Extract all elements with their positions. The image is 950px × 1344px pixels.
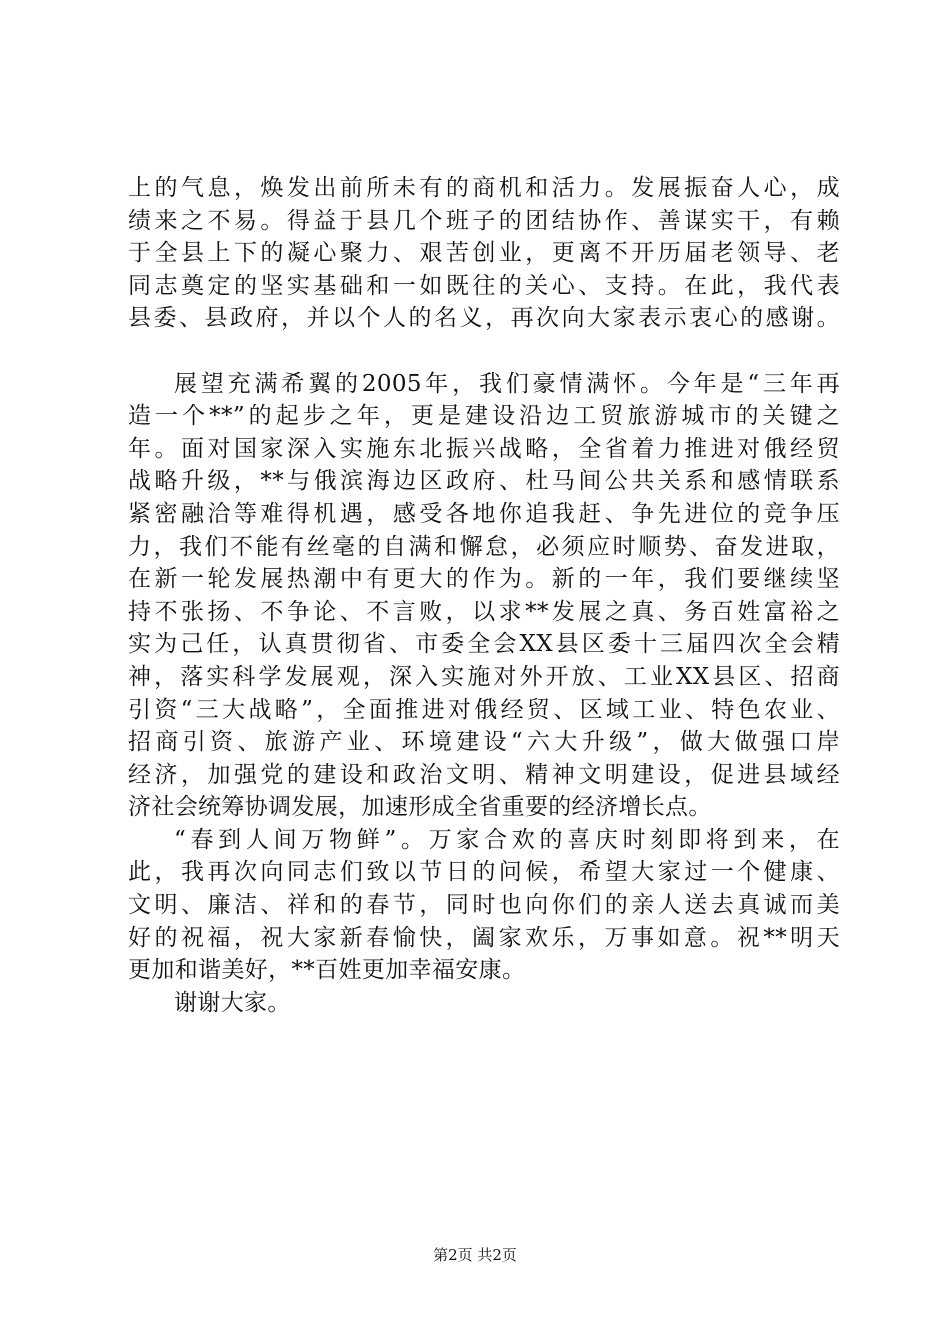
page-number-footer: 第2页 共2页 [433, 1246, 517, 1264]
text-line: 紧密融洽等难得机遇，感受各地你追我赶、争先进位的竞争压 [128, 500, 840, 527]
text-line: 招商引资、旅游产业、环境建设“六大升级”，做大做强口岸 [128, 729, 840, 756]
text-line: 同志奠定的坚实基础和一如既往的关心、支持。在此，我代表 [128, 272, 840, 299]
text-line: 神，落实科学发展观，深入实施对外开放、工业XX县区、招商 [128, 663, 840, 690]
text-line: 此，我再次向同志们致以节日的问候，希望大家过一个健康、 [128, 859, 840, 886]
text-line: 好的祝福，祝大家新春愉快，阖家欢乐，万事如意。祝**明天 [128, 924, 840, 951]
paragraph [128, 824, 840, 987]
text-line: 展望充满希翼的2005年，我们豪情满怀。今年是“三年再 [174, 370, 840, 397]
text-line: 引资“三大战略”，全面推进对俄经贸、区域工业、特色农业、 [128, 696, 840, 723]
paragraph-gap [128, 335, 840, 368]
paragraph [128, 368, 840, 824]
text-line: 力，我们不能有丝毫的自满和懈怠，必须应时顺势、奋发进取， [128, 533, 840, 560]
document-body [128, 172, 840, 1019]
text-line: 上的气息，焕发出前所未有的商机和活力。发展振奋人心，成 [128, 175, 840, 201]
text-line: 持不张扬、不争论、不言败，以求**发展之真、务百姓富裕之 [128, 598, 840, 625]
text-line: 绩来之不易。得益于县几个班子的团结协作、善谋实干，有赖 [128, 207, 840, 234]
paragraph [128, 987, 840, 1020]
text-line: 更加和谐美好，**百姓更加幸福安康。 [128, 957, 526, 984]
text-line: 经济，加强党的建设和政治文明、精神文明建设，促进县域经 [128, 761, 840, 788]
text-line: 县委、县政府，并以个人的名义，再次向大家表示衷心的感谢。 [128, 305, 840, 332]
text-line: 于全县上下的凝心聚力、艰苦创业，更离不开历届老领导、老 [128, 240, 840, 267]
text-line: 济社会统筹协调发展，加速形成全省重要的经济增长点。 [128, 794, 712, 821]
text-line: 年。面对国家深入实施东北振兴战略，全省着力推进对俄经贸 [128, 435, 840, 462]
text-line: 在新一轮发展热潮中有更大的作为。新的一年，我们要继续坚 [128, 566, 840, 593]
text-line: “春到人间万物鲜”。万家合欢的喜庆时刻即将到来，在 [174, 826, 840, 853]
text-line: 造一个**”的起步之年，更是建设沿边工贸旅游城市的关键之 [128, 403, 840, 430]
text-line: 实为己任，认真贯彻省、市委全会XX县区委十三届四次全会精 [128, 631, 840, 658]
text-line: 谢谢大家。 [174, 989, 291, 1016]
text-line: 战略升级，**与俄滨海边区政府、杜马间公共关系和感情联系 [128, 468, 840, 495]
paragraph [128, 172, 840, 335]
text-line: 文明、廉洁、祥和的春节，同时也向你们的亲人送去真诚而美 [128, 892, 840, 919]
